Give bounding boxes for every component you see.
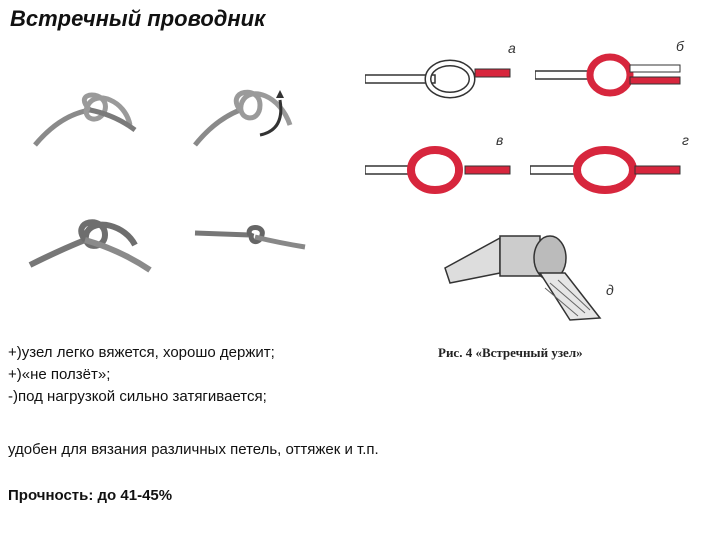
panel-label-b: б bbox=[676, 38, 684, 54]
panel-label-d: д bbox=[606, 282, 614, 298]
knot-step-d bbox=[440, 228, 615, 323]
property-line-1: +)узел легко вяжется, хорошо держит; bbox=[8, 344, 275, 361]
knot-illustration-grey-4 bbox=[190, 215, 310, 255]
usage-text: удобен для вязания различных петель, оттяжек и т.п. bbox=[8, 441, 379, 458]
knot-step-b bbox=[535, 45, 685, 105]
figure-caption: Рис. 4 «Встречный узел» bbox=[438, 345, 583, 360]
knot-step-a bbox=[365, 55, 515, 105]
panel-label-a: а bbox=[508, 40, 516, 56]
knot-step-v bbox=[365, 140, 515, 200]
panel-label-v: в bbox=[496, 132, 504, 148]
property-line-3: -)под нагрузкой сильно затягивается; bbox=[8, 388, 267, 405]
property-line-2: +)«не ползёт»; bbox=[8, 366, 111, 383]
strength-text: Прочность: до 41-45% bbox=[8, 487, 173, 504]
knot-step-g bbox=[530, 140, 685, 200]
knot-illustration-grey-2 bbox=[190, 80, 300, 155]
slide-title: Встречный проводник bbox=[10, 6, 266, 31]
knot-illustration-grey-1 bbox=[30, 85, 150, 155]
panel-label-g: г bbox=[682, 132, 689, 148]
knot-illustration-grey-3 bbox=[25, 210, 155, 280]
